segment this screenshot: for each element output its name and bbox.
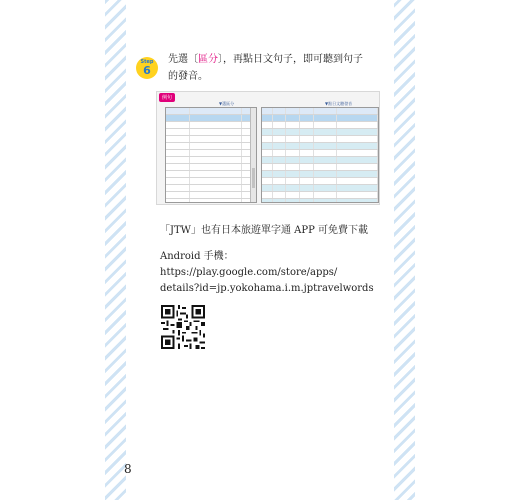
qr-code xyxy=(159,303,207,351)
page-number: 8 xyxy=(124,462,132,476)
example-tag: 例句 xyxy=(159,93,175,102)
app-promo-text: 「JTW」也有日本旅遊單字通 APP 可免費下載 xyxy=(160,225,368,236)
category-list-panel xyxy=(165,107,257,203)
left-caption: ▼選區分 xyxy=(219,101,235,106)
download-url-line1[interactable]: https://play.google.com/store/apps/ xyxy=(160,267,338,278)
download-url-line2[interactable]: details?id=jp.yokohama.i.m.jptravelwords xyxy=(160,283,374,294)
step-text-line2: 的發音。 xyxy=(168,71,208,82)
step-instruction xyxy=(168,51,368,85)
left-scrollbar[interactable] xyxy=(250,108,256,202)
step-text-post: 〕，再點日文句子，即可聽到句子 xyxy=(218,54,363,65)
app-screenshot xyxy=(156,91,380,205)
step-number: 6 xyxy=(143,64,151,77)
right-caption: ▼點日文聽發音 xyxy=(325,101,353,106)
step-text-pre: 先選〔 xyxy=(168,54,198,65)
step-text-highlight: 區分 xyxy=(198,54,218,65)
step-badge xyxy=(136,57,158,79)
step-label: Step xyxy=(140,59,154,65)
sentence-list-panel xyxy=(261,107,379,203)
android-label: Android 手機： xyxy=(160,251,234,262)
